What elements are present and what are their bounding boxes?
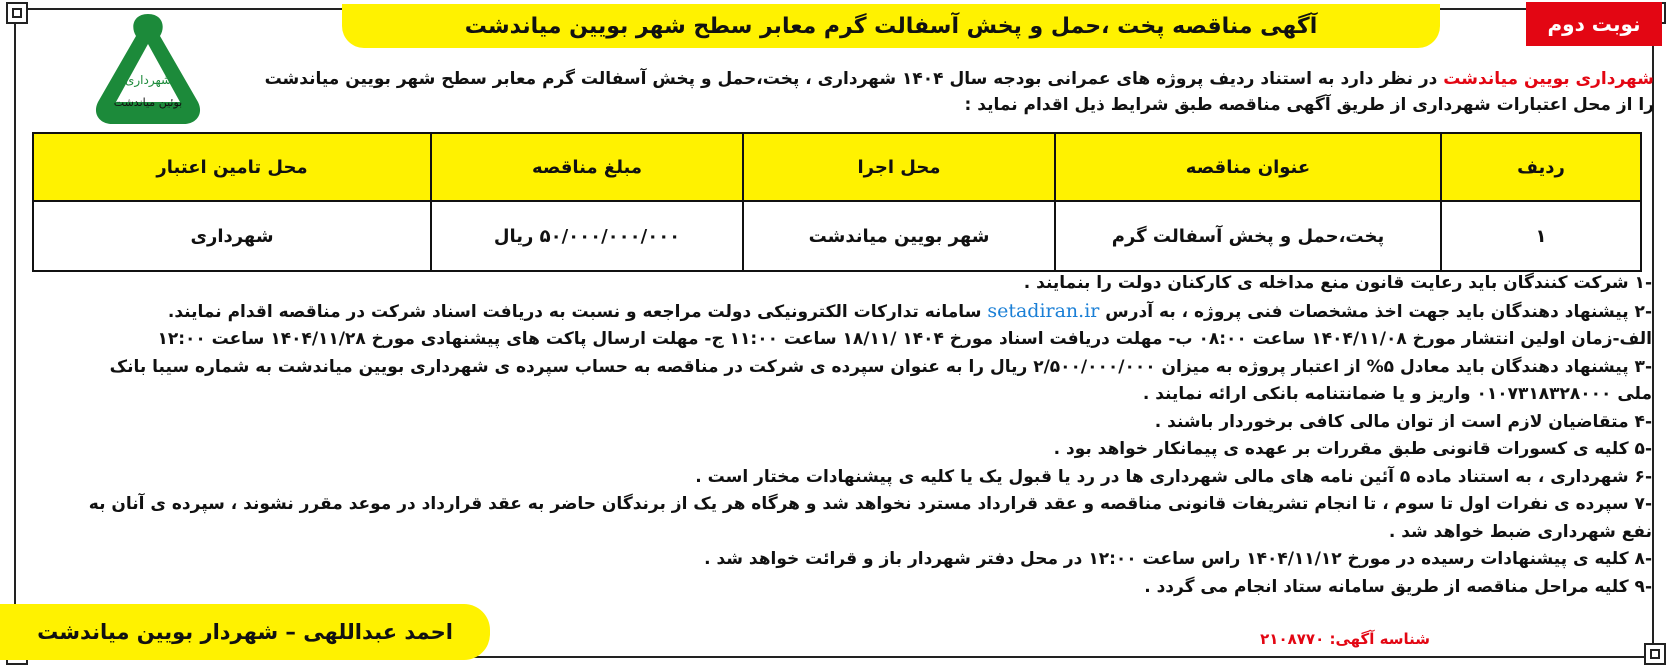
frame-corner-ornament-icon: [6, 2, 28, 24]
condition-3-line-2: ملی ۰۱۰۷۳۱۸۳۲۸۰۰۰ واریز و یا ضمانتنامه بانکی ارائه نمایند .: [1142, 384, 1652, 404]
intro-line-1: [230, 66, 1654, 92]
condition-1: -۱ شرکت کنندگان باید رعایت قانون منع مداخله ی کارکنان دولت را بنمایند .: [1023, 273, 1652, 293]
conditions-list: [24, 270, 1652, 601]
condition-7-line-2: نفع شهرداری ضبط خواهد شد .: [1388, 521, 1652, 542]
condition-2-text-b: سامانه تدارکات الکترونیکی دولت مراجعه و نسبت به دریافت اسناد شرکت در مناقصه اقدام نمایند.: [167, 301, 988, 322]
column-header-tender-title: عنوان مناقصه: [1055, 133, 1441, 201]
table-header-row: [33, 133, 1641, 201]
logo-seal-text: شهرداری: [124, 73, 172, 87]
condition-2-dates: الف-زمان اولین انتشار مورخ ۱۴۰۴/۱۱/۰۸ ساعت ۰۸:۰۰ ب- مهلت دریافت اسناد مورخ ۱۴۰۴ /۱۸/۱۱ ساعت ۱۱:۰۰ ج- مهلت ارسال پاکت های پیشنهادی مورخ ۱۴۰۴/۱۱/۲۸ ساعت ۱۲:۰۰: [157, 329, 1652, 349]
condition-7-line-1: -۷ سپرده ی نفرات اول تا سوم ، تا انجام تشریفات قانونی مناقصه و عقد قرارداد مسترد نخواهد شد و هرگاه هر یک از برندگان حاضر به عقد قرارداد در موعد مقرر نشوند ، سپرده ی آنان به: [88, 494, 1652, 514]
condition-5: -۵ کلیه ی کسورات قانونی طبق مقررات بر عهده ی پیمانکار خواهد بود .: [1053, 439, 1652, 459]
cell-amount: ۵۰/۰۰۰/۰۰۰/۰۰۰ ریال: [431, 201, 743, 271]
condition-3-line-1: -۳ پیشنهاد دهندگان باید معادل ۵% از اعتبار پروژه به میزان ۲/۵۰۰/۰۰۰/۰۰۰ ریال را به عنوان سپرده ی شرکت در مناقصه به حساب سپرده ی شهرداری بویین میاندشت به شماره سیبا بانک: [109, 356, 1652, 377]
cell-location: شهر بویین میاندشت: [743, 201, 1055, 271]
cell-funding-source: شهرداری: [33, 201, 431, 271]
intro-line-2: را از محل اعتبارات شهرداری از طریق آگهی مناقصه طبق شرایط ذیل اقدام نماید :: [964, 95, 1654, 115]
setadiran-link[interactable]: setadiran.ir: [987, 299, 1100, 322]
logo-caption: بوئین میاندشت: [113, 96, 183, 109]
tender-table: [32, 132, 1642, 272]
publication-round-badge: نوبت دوم: [1526, 2, 1662, 46]
condition-2-text-a: -۲ پیشنهاد دهندگان باید جهت اخذ مشخصات فنی پروژه ، به آدرس: [1099, 301, 1652, 322]
intro-line-1-text: در نظر دارد به استناد ردیف پروژه های عمرانی بودجه سال ۱۴۰۴ شهرداری ، پخت،حمل و پخش آسفالت گرم معابر سطح شهر بویین میاندشت: [264, 69, 1444, 89]
municipality-logo-icon: [88, 10, 208, 132]
condition-8: -۸ کلیه ی پیشنهادات رسیده در مورخ ۱۴۰۴/۱۱/۱۲ راس ساعت ۱۲:۰۰ در محل دفتر شهردار باز و قرائت خواهد شد .: [704, 549, 1652, 569]
notice-title: آگهی مناقصه پخت ،حمل و پخش آسفالت گرم معابر سطح شهر بویین میاندشت: [342, 4, 1440, 48]
condition-6: -۶ شهرداری ، به استناد ماده ۵ آئین نامه های مالی شهرداری ها در رد یا قبول یک یا کلیه ی پیشنهادات مختار است .: [695, 466, 1652, 487]
column-header-location: محل اجرا: [743, 133, 1055, 201]
condition-2: [24, 298, 1652, 327]
condition-9: -۹ کلیه مراحل مناقصه از طریق سامانه ستاد انجام می گردد .: [1144, 576, 1652, 597]
mayor-signature: احمد عبداللهی – شهردار بویین میاندشت: [0, 604, 490, 660]
table-row: [33, 201, 1641, 271]
intro-paragraph: [230, 66, 1654, 118]
column-header-funding-source: محل تامین اعتبار: [33, 133, 431, 201]
column-header-row-number: ردیف: [1441, 133, 1641, 201]
condition-4: -۴ متقاضیان لازم است از توان مالی کافی برخوردار باشند .: [1154, 411, 1652, 432]
frame-corner-ornament-icon: [1644, 643, 1666, 665]
column-header-amount: مبلغ مناقصه: [431, 133, 743, 201]
organization-name: شهرداری بویین میاندشت: [1443, 69, 1654, 89]
ad-id: شناسه آگهی: ۲۱۰۸۷۷۰: [1260, 630, 1430, 648]
cell-row-number: ۱: [1441, 201, 1641, 271]
cell-tender-title: پخت،حمل و پخش آسفالت گرم: [1055, 201, 1441, 271]
